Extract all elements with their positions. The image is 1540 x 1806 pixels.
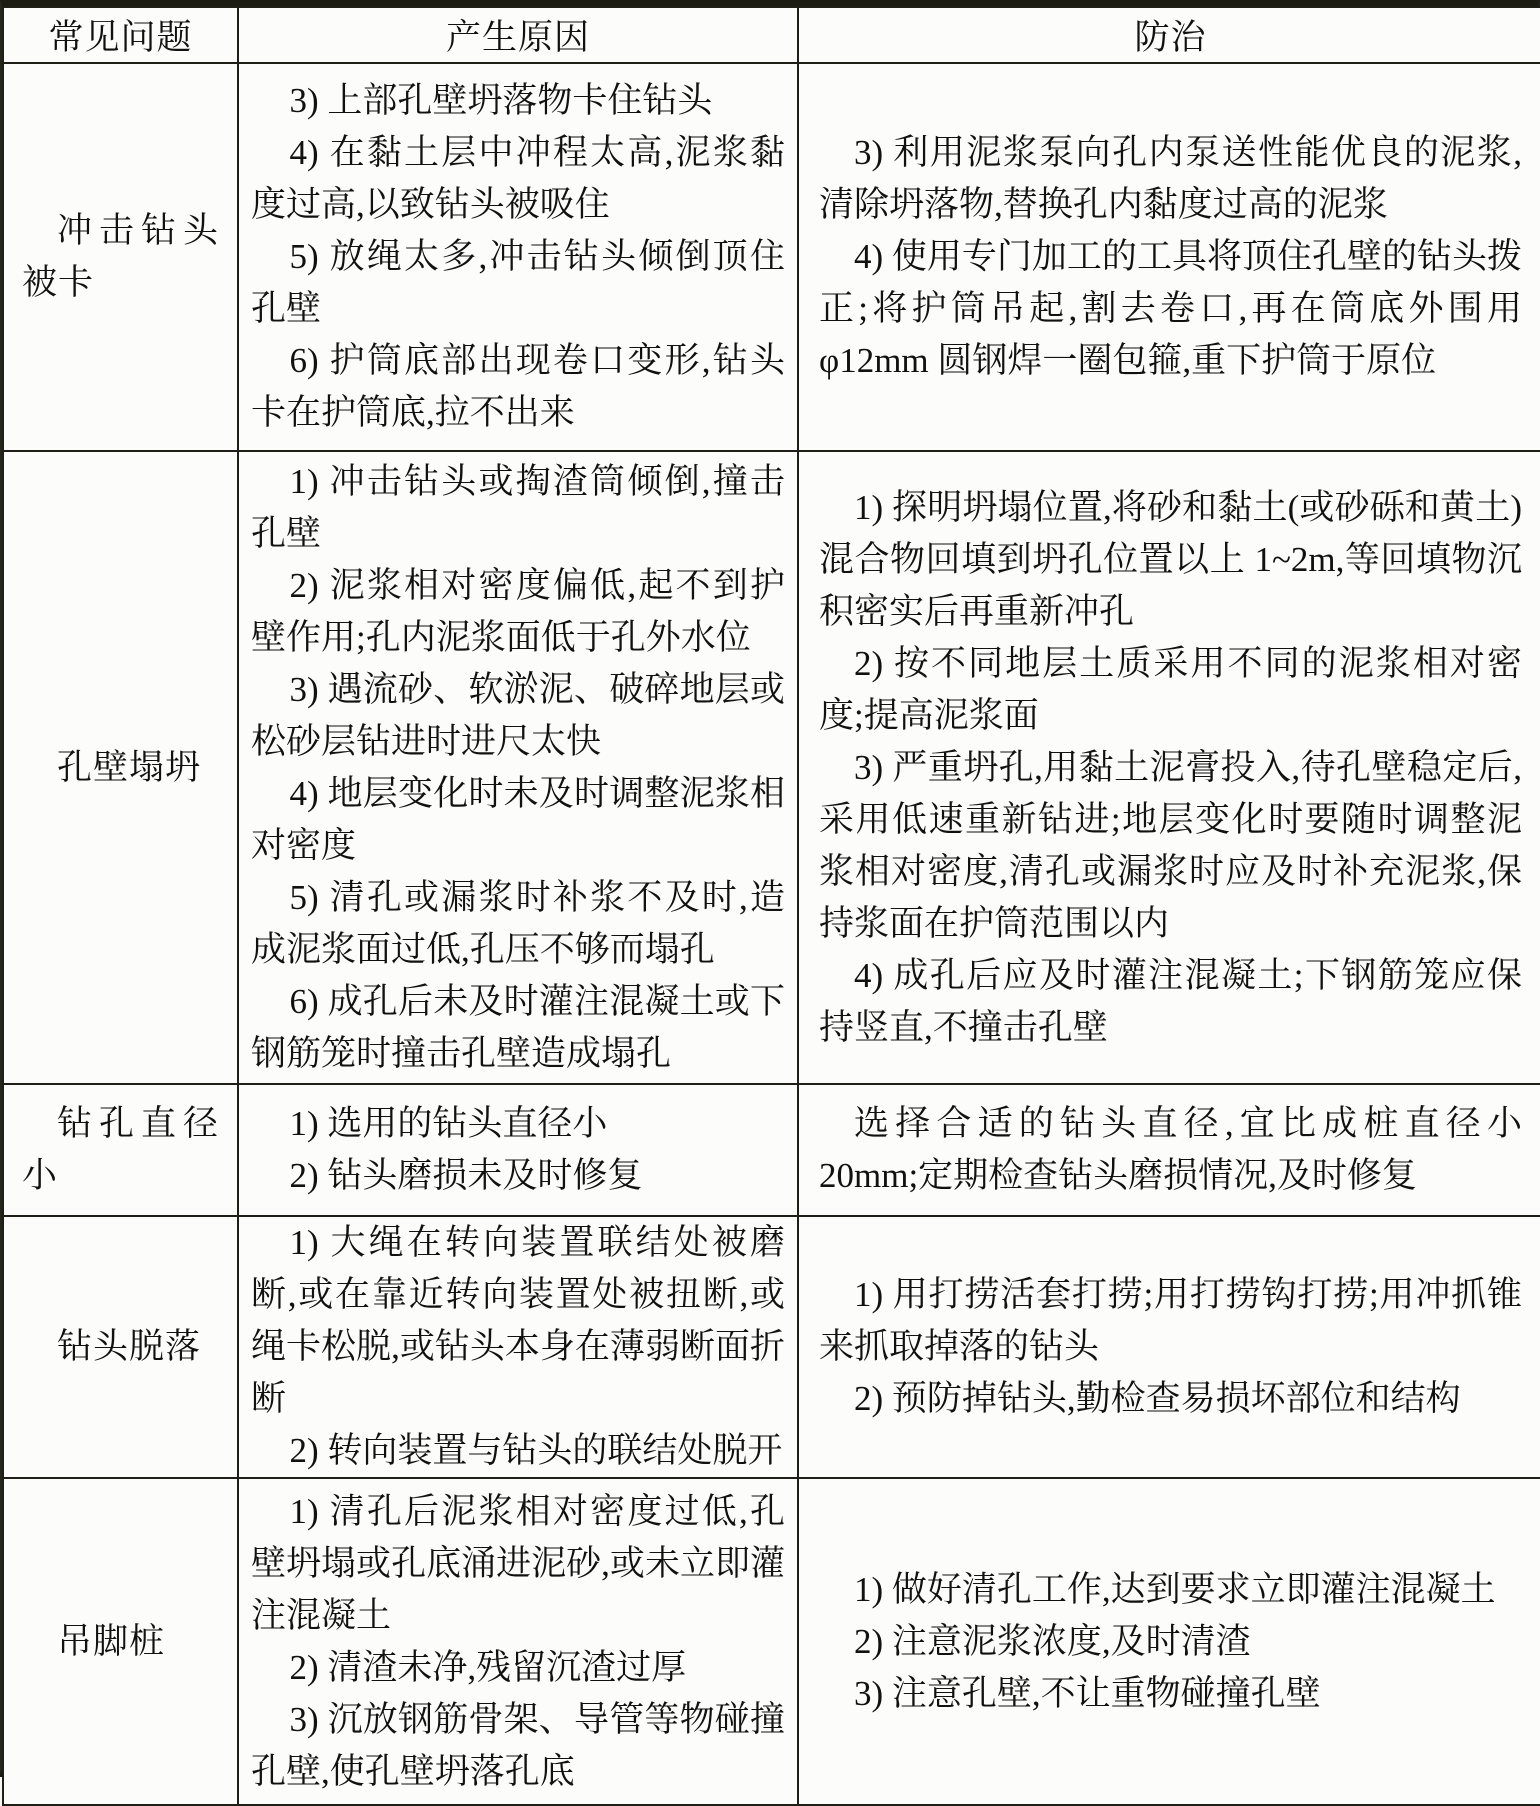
prevention-item: 2) 注意泥浆浓度,及时清渣 xyxy=(854,1621,1251,1661)
prevention-item: 1) 探明坍塌位置,将砂和黏土(或砂砾和黄土)混合物回填到坍孔位置以上 1~2m,等回填物沉积密实后再重新冲孔 xyxy=(819,487,1522,631)
prevention-cell xyxy=(798,1478,1540,1805)
prevention-item: 3) 严重坍孔,用黏土泥膏投入,待孔壁稳定后,采用低速重新钻进;地层变化时要随时调整泥浆相对密度,清孔或漏浆时应及时补充泥浆,保持浆面在护筒范围以内 xyxy=(819,747,1522,943)
prevention-item: 1) 做好清孔工作,达到要求立即灌注混凝土 xyxy=(854,1569,1496,1609)
problems-table xyxy=(2,6,1540,1806)
cause-cell xyxy=(238,1216,798,1478)
cause-item: 4) 在黏土层中冲程太高,泥浆黏度过高,以致钻头被吸住 xyxy=(251,133,785,224)
cause-cell xyxy=(238,451,798,1084)
table-row xyxy=(3,1478,1540,1805)
prevention-cell xyxy=(798,451,1540,1084)
prevention-item: 3) 利用泥浆泵向孔内泵送性能优良的泥浆,清除坍落物,替换孔内黏度过高的泥浆 xyxy=(819,133,1522,224)
table-row xyxy=(3,1216,1540,1478)
cause-item: 1) 大绳在转向装置联结处被磨断,或在靠近转向装置处被扭断,或绳卡松脱,或钻头本身在薄弱断面折断 xyxy=(251,1223,785,1418)
problem-cell xyxy=(3,1216,238,1478)
prevention-item: 4) 使用专门加工的工具将顶住孔壁的钻头拨正;将护筒吊起,割去卷口,再在筒底外围用 φ12mm 圆钢焊一圈包箍,重下护筒于原位 xyxy=(819,237,1522,380)
cause-item: 2) 泥浆相对密度偏低,起不到护壁作用;孔内泥浆面低于孔外水位 xyxy=(251,565,785,657)
cause-item: 5) 清孔或漏浆时补浆不及时,造成泥浆面过低,孔压不够而塌孔 xyxy=(251,877,785,969)
header-cause: 产生原因 xyxy=(238,7,798,63)
cause-item: 4) 地层变化时未及时调整泥浆相对密度 xyxy=(251,773,785,865)
table-row xyxy=(3,1084,1540,1216)
cause-item: 2) 转向装置与钻头的联结处脱开 xyxy=(289,1431,783,1470)
cause-item: 1) 选用的钻头直径小 xyxy=(289,1104,608,1143)
problem-cell xyxy=(3,63,238,451)
cause-cell xyxy=(238,1084,798,1216)
cause-item: 3) 遇流砂、软淤泥、破碎地层或松砂层钻进时进尺太快 xyxy=(251,669,785,761)
cause-cell xyxy=(238,63,798,451)
cause-item: 1) 冲击钻头或掏渣筒倾倒,撞击孔壁 xyxy=(251,461,785,553)
cause-item: 6) 成孔后未及时灌注混凝土或下钢筋笼时撞击孔壁造成塌孔 xyxy=(251,981,785,1073)
prevention-item: 2) 预防掉钻头,勤检查易损坏部位和结构 xyxy=(854,1379,1461,1418)
prevention-item: 1) 用打捞活套打捞;用打捞钩打捞;用冲抓锥来抓取掉落的钻头 xyxy=(819,1275,1522,1366)
cause-item: 1) 清孔后泥浆相对密度过低,孔壁坍塌或孔底涌进泥砂,或未立即灌注混凝土 xyxy=(251,1491,785,1635)
problem-label: 钻孔直径小 xyxy=(22,1104,219,1195)
table-body xyxy=(3,63,1540,1805)
problem-cell xyxy=(3,1084,238,1216)
cause-item: 5) 放绳太多,冲击钻头倾倒顶住孔壁 xyxy=(251,237,785,328)
prevention-item: 2) 按不同地层土质采用不同的泥浆相对密度;提高泥浆面 xyxy=(819,643,1522,735)
problem-label: 孔壁塌坍 xyxy=(57,747,202,787)
cause-item: 3) 沉放钢筋骨架、导管等物碰撞孔壁,使孔壁坍落孔底 xyxy=(251,1699,785,1791)
problem-cell xyxy=(3,1478,238,1805)
cause-item: 6) 护筒底部出现卷口变形,钻头卡在护筒底,拉不出来 xyxy=(251,341,785,432)
prevention-item: 3) 注意孔壁,不让重物碰撞孔壁 xyxy=(854,1673,1321,1713)
header-row xyxy=(3,7,1540,63)
prevention-cell xyxy=(798,1216,1540,1478)
table-row xyxy=(3,451,1540,1084)
prevention-item: 4) 成孔后应及时灌注混凝土;下钢筋笼应保持竖直,不撞击孔壁 xyxy=(819,955,1522,1047)
cause-item: 3) 上部孔壁坍落物卡住钻头 xyxy=(289,81,713,120)
cause-item: 2) 清渣未净,残留沉渣过厚 xyxy=(289,1647,687,1687)
problem-cell xyxy=(3,451,238,1084)
problem-label: 吊脚桩 xyxy=(57,1621,166,1661)
table-header xyxy=(3,7,1540,63)
prevention-cell xyxy=(798,1084,1540,1216)
prevention-cell xyxy=(798,63,1540,451)
cause-item: 2) 钻头磨损未及时修复 xyxy=(289,1156,643,1195)
prevention-item: 选择合适的钻头直径,宜比成桩直径小 20mm;定期检查钻头磨损情况,及时修复 xyxy=(819,1104,1522,1195)
header-problem: 常见问题 xyxy=(3,7,238,63)
problem-label: 钻头脱落 xyxy=(57,1327,202,1366)
cause-cell xyxy=(238,1478,798,1805)
table-row xyxy=(3,63,1540,451)
problem-label: 冲击钻头被卡 xyxy=(22,211,219,302)
header-prevention: 防治 xyxy=(798,7,1540,63)
